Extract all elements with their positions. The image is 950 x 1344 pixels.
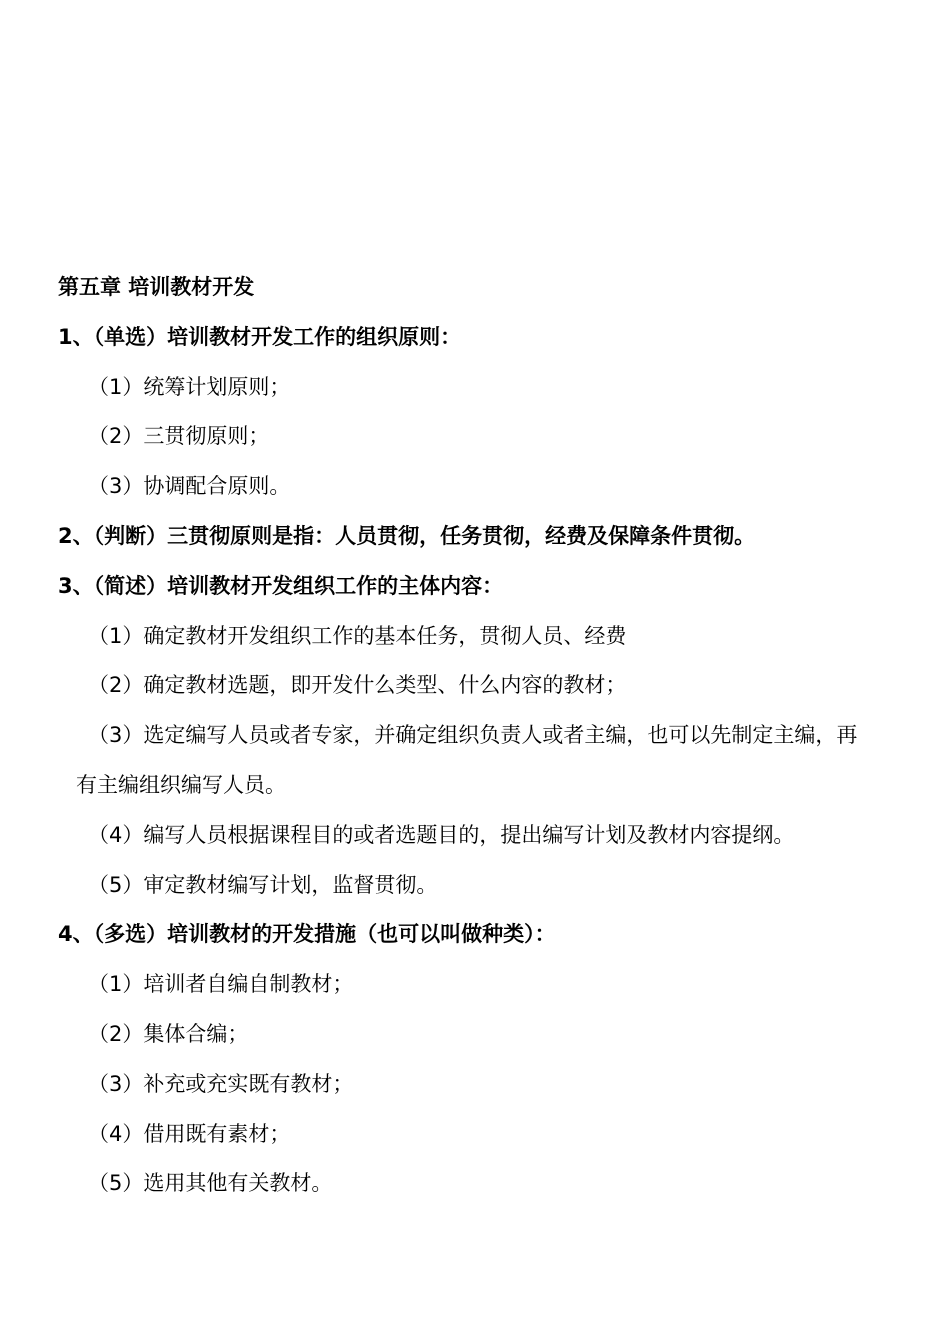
list-item-continuation: 有主编组织编写人员。 xyxy=(76,772,286,797)
list-item: （4）借用既有素材； xyxy=(88,1121,291,1146)
list-item: （2）三贯彻原则； xyxy=(88,424,270,449)
list-item: （2）确定教材选题，即开发什么类型、什么内容的教材； xyxy=(88,673,627,698)
document-page xyxy=(58,268,908,1214)
chapter-title: 第五章 培训教材开发 xyxy=(58,275,255,299)
section-heading-1: 1、（单选）培训教材开发工作的组织原则： xyxy=(58,324,462,349)
list-item: （1）确定教材开发组织工作的基本任务，贯彻人员、经费 xyxy=(88,623,627,648)
list-item: （1）统筹计划原则； xyxy=(88,374,291,399)
section-heading-4: 4、（多选）培训教材的开发措施（也可以叫做种类）： xyxy=(58,922,556,947)
list-item: （4）编写人员根据课程目的或者选题目的，提出编写计划及教材内容提纲。 xyxy=(88,822,795,847)
list-item: （2）集体合编； xyxy=(88,1021,249,1046)
list-item: （3）选定编写人员或者专家，并确定组织负责人或者主编，也可以先制定主编，再 xyxy=(88,723,858,748)
section-heading-3: 3、（简述）培训教材开发组织工作的主体内容： xyxy=(58,573,504,598)
list-item: （3）补充或充实既有教材； xyxy=(88,1071,354,1096)
list-item: （1）培训者自编自制教材； xyxy=(88,972,354,997)
list-item: （5）审定教材编写计划，监督贯彻。 xyxy=(88,872,438,897)
list-item: （5）选用其他有关教材。 xyxy=(88,1171,333,1196)
list-item: （3）协调配合原则。 xyxy=(88,474,291,499)
section-heading-2: 2、（判断）三贯彻原则是指：人员贯彻，任务贯彻，经费及保障条件贯彻。 xyxy=(58,523,756,548)
